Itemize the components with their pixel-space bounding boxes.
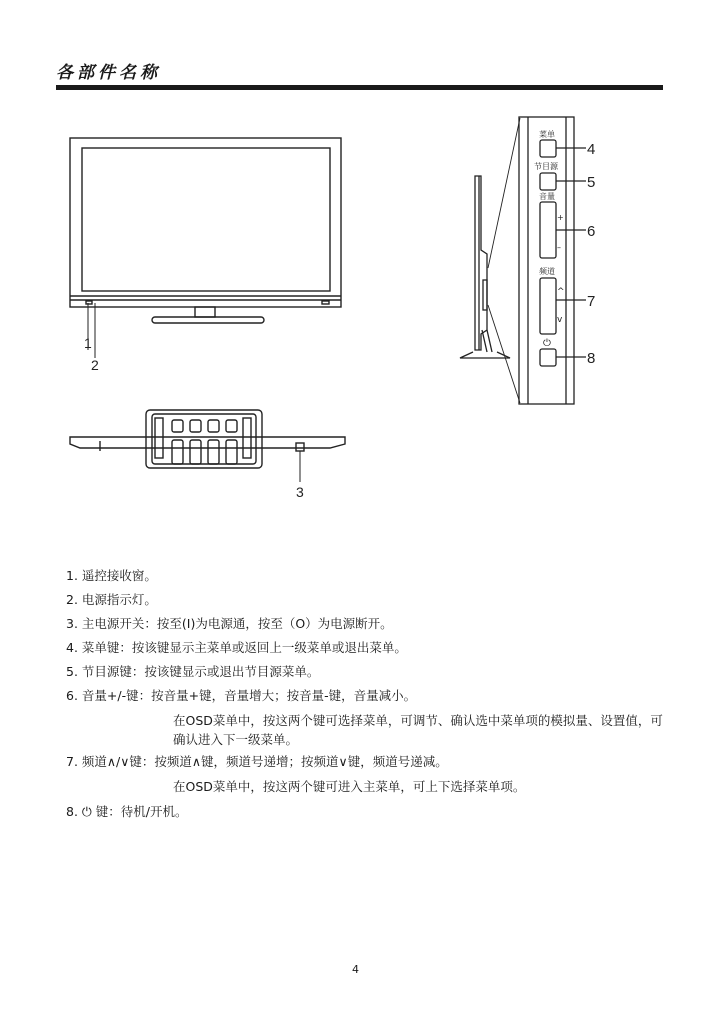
callout-3: 3: [296, 484, 304, 500]
desc-item-1: 1. 遥控接收窗。: [66, 568, 157, 583]
callout-7: 7: [587, 293, 596, 310]
desc-item-7-detail: 在OSD菜单中，按这两个键可进入主菜单，可上下选择菜单项。: [173, 779, 526, 794]
plus-symbol: +: [557, 213, 564, 222]
callout-4: 4: [587, 141, 596, 158]
desc-item-2: 2. 电源指示灯。: [66, 592, 157, 607]
channel-rocker[interactable]: [540, 278, 556, 334]
volume-rocker[interactable]: [540, 202, 556, 258]
volume-label: 音量: [539, 192, 555, 201]
power-button[interactable]: [540, 349, 556, 366]
callout-8: 8: [587, 350, 596, 367]
down-symbol: v: [557, 315, 563, 325]
desc-item-3: 3. 主电源开关：按至(Ⅰ)为电源通，按至（O）为电源断开。: [66, 616, 393, 631]
callout-1: 1: [84, 335, 92, 351]
source-label: 节目源: [534, 162, 558, 171]
callout-5: 5: [587, 174, 596, 191]
menu-button[interactable]: [540, 140, 556, 157]
minus-symbol: –: [557, 243, 561, 252]
page-number: 4: [352, 963, 359, 976]
callout-6: 6: [587, 223, 596, 240]
channel-label: 频道: [539, 267, 555, 276]
desc-item-7: 7. 频道∧/∨键：按频道∧键，频道号递增；按频道∨键，频道号递减。: [66, 754, 448, 769]
source-button[interactable]: [540, 173, 556, 190]
page-heading: 各部件名称: [56, 63, 161, 83]
desc-item-4: 4. 菜单键：按该键显示主菜单或返回上一级菜单或退出菜单。: [66, 640, 407, 655]
power-icon: ⏻: [543, 338, 551, 349]
desc-item-5: 5. 节目源键：按该键显示或退出节目源菜单。: [66, 664, 320, 679]
menu-label: 菜单: [539, 130, 555, 139]
callout-2: 2: [91, 357, 99, 373]
desc-item-6-detail: 在OSD菜单中，按这两个键可选择菜单，可调节、确认选中菜单项的模拟量、设置值，可确认进入下一级菜单。: [173, 713, 663, 747]
up-symbol: ^: [557, 287, 565, 297]
desc-item-8: 8. ⏻ 键：待机/开机。: [66, 804, 188, 819]
desc-item-6: 6. 音量+/-键：按音量+键，音量增大；按音量-键，音量减小。: [66, 688, 417, 703]
